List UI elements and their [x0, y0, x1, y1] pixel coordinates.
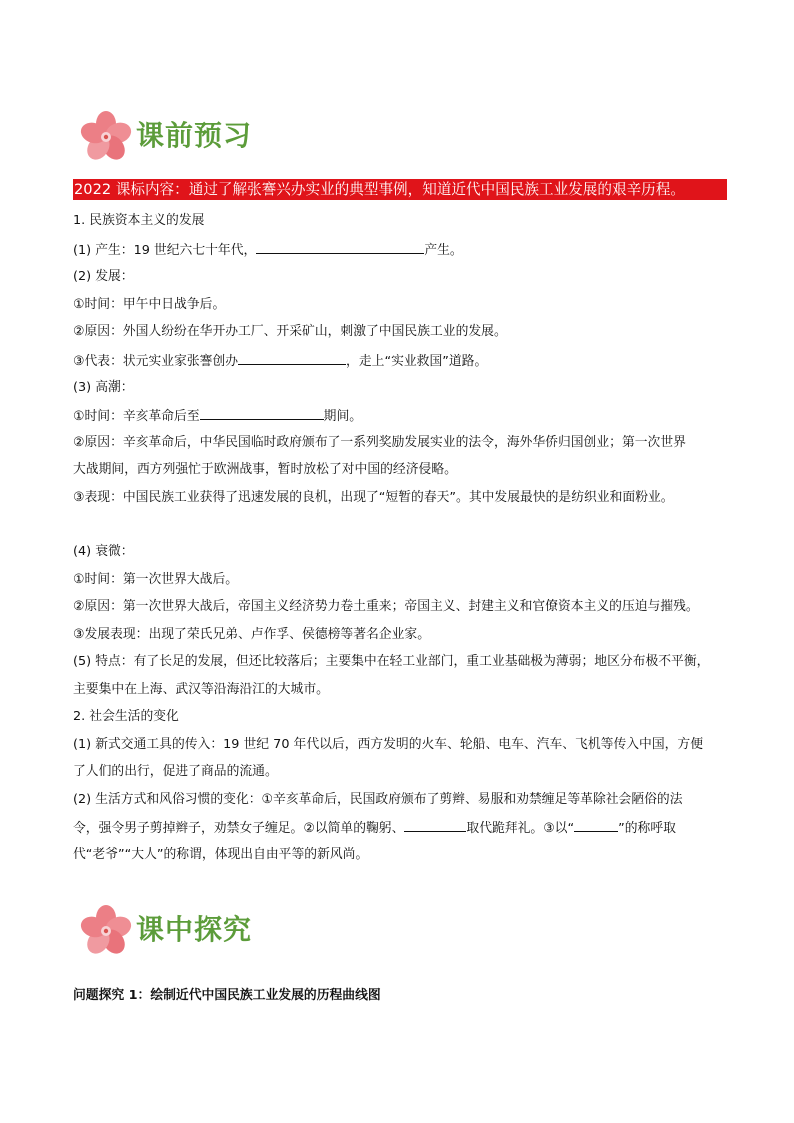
text-time-3: ①时间：第一次世界大战后。 — [73, 572, 239, 587]
fill-blank[interactable] — [200, 407, 324, 420]
text-time-2: ①时间：辛亥革命后至 期间。 — [73, 409, 363, 424]
text-transport-a: (1) 新式交通工具的传入：19 世纪 70 年代以后，西方发明的火车、轮船、电车、汽车、飞机等传入中国，方便 — [73, 737, 704, 752]
text-decline: (4) 衰微： — [73, 544, 134, 559]
text-time-1: ①时间：甲午中日战争后。 — [73, 297, 226, 312]
text-reason-2a: ②原因：辛亥革命后，中华民国临时政府颁布了一系列奖励发展实业的法令，海外华侨归国创业；第一次世界 — [73, 435, 686, 450]
text-customs-b: 令，强令男子剪掉辫子，劝禁女子缠足。②以简单的鞠躬、 取代跪拜礼。③以“ ”的称呼取 — [73, 821, 676, 836]
text-representative: ③代表：状元实业家张謇创办 ，走上“实业救国”道路。 — [73, 354, 488, 369]
text-reason-1: ②原因：外国人纷纷在华开办工厂、开采矿山，刺激了中国民族工业的发展。 — [73, 324, 507, 339]
text-origin-line: (1) 产生：19 世纪六七十年代， 产生。 — [73, 243, 463, 258]
fill-blank[interactable] — [574, 819, 618, 832]
text-customs-c: 代“老爷”“大人”的称谓，体现出自由平等的新风尚。 — [73, 847, 369, 862]
text-reason-2b: 大战期间，西方列强忙于欧洲战事，暂时放松了对中国的经济侵略。 — [73, 462, 457, 477]
text-development-performance: ③发展表现：出现了荣氏兄弟、卢作孚、侯德榜等著名企业家。 — [73, 627, 430, 642]
section-title: 课前预习 — [136, 119, 253, 152]
text-climax: (3) 高潮： — [73, 380, 134, 395]
text-reason-3: ②原因：第一次世界大战后，帝国主义经济势力卷土重来；帝国主义、封建主义和官僚资本主义的压迫与摧残。 — [73, 599, 699, 614]
fill-blank[interactable] — [256, 241, 424, 254]
section-title: 课中探究 — [136, 913, 253, 946]
heading-national-capitalism: 1. 民族资本主义的发展 — [73, 213, 205, 228]
heading-social-life: 2. 社会生活的变化 — [73, 709, 179, 724]
fill-blank[interactable] — [238, 352, 346, 365]
inquiry-question: 问题探究 1：绘制近代中国民族工业发展的历程曲线图 — [73, 988, 381, 1003]
text-features-b: 主要集中在上海、武汉等沿海沿江的大城市。 — [73, 682, 329, 697]
text-development: (2) 发展： — [73, 269, 134, 284]
text-transport-b: 了人们的出行，促进了商品的流通。 — [73, 764, 278, 779]
section-heading-inquiry — [78, 902, 252, 958]
text-customs-a: (2) 生活方式和风俗习惯的变化：①辛亥革命后，民国政府颁布了剪辫、易服和劝禁缠足等革除社会陋俗的法 — [73, 792, 683, 807]
flower-icon — [78, 108, 134, 164]
flower-icon — [78, 902, 134, 958]
text-features-a: (5) 特点：有了长足的发展，但还比较落后；主要集中在轻工业部门，重工业基础极为薄弱；地区分布极不平衡， — [73, 654, 710, 669]
fill-blank[interactable] — [404, 819, 466, 832]
section-heading-preview — [78, 108, 252, 164]
curriculum-standard-banner: 2022 课标内容：通过了解张謇兴办实业的典型事例，知道近代中国民族工业发展的艰辛历程。 — [73, 179, 727, 200]
text-performance: ③表现：中国民族工业获得了迅速发展的良机，出现了“短暂的春天”。其中发展最快的是纺织业和面粉业。 — [73, 490, 674, 505]
